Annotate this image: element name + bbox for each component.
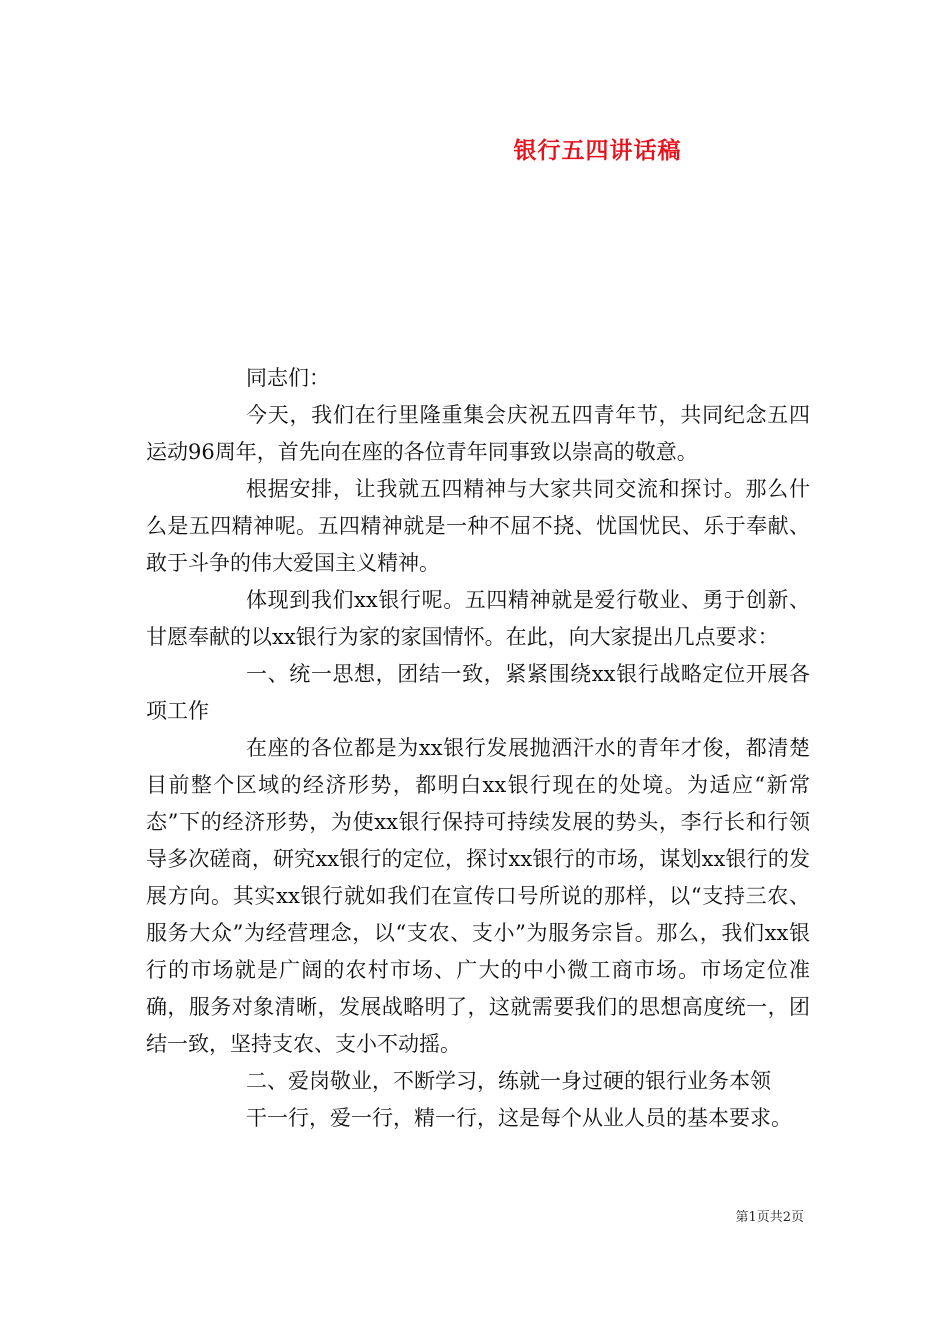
paragraph-spirit: 根据安排，让我就五四精神与大家共同交流和探讨。那么什么是五四精神呢。五四精神就是一种不屈不挠、忧国忧民、乐于奉献、敢于斗争的伟大爱国主义精神。 — [146, 477, 810, 575]
paragraph-work-ethic: 干一行，爱一行，精一行，这是每个从业人员的基本要求。 — [246, 1106, 792, 1130]
greeting: 同志们： — [246, 366, 330, 390]
document-body — [146, 360, 810, 1137]
paragraph-strategy: 在座的各位都是为xx银行发展抛洒汗水的青年才俊，都清楚目前整个区域的经济形势，都明白xx银行现在的处境。为适应“新常态”下的经济形势，为使xx银行保持可持续发展的势头，李行长和行领导多次磋商，研究xx银行的定位，探讨xx银行的市场，谋划xx银行的发展方向。其实xx银行就如我们在宣传口号所说的那样，以“支持三农、服务大众”为经营理念，以“支农、支小”为服务宗旨。那么，我们xx银行的市场就是广阔的农村市场、广大的中小微工商市场。市场定位准确，服务对象清晰，发展战略明了，这就需要我们的思想高度统一，团结一致，坚持支农、支小不动摇。 — [146, 736, 810, 1056]
paragraph-requirements: 体现到我们xx银行呢。五四精神就是爱行敬业、勇于创新、甘愿奉献的以xx银行为家的家国情怀。在此，向大家提出几点要求： — [146, 588, 810, 649]
section-heading-2: 二、爱岗敬业，不断学习，练就一身过硬的银行业务本领 — [246, 1069, 771, 1093]
paragraph-intro: 今天，我们在行里隆重集会庆祝五四青年节，共同纪念五四运动96周年，首先向在座的各位青年同事致以崇高的敬意。 — [146, 403, 810, 464]
document-title: 银行五四讲话稿 — [513, 137, 682, 164]
page-number: 第1页共2页 — [735, 1210, 804, 1225]
section-heading-1: 一、统一思想，团结一致，紧紧围绕xx银行战略定位开展各项工作 — [146, 662, 810, 723]
